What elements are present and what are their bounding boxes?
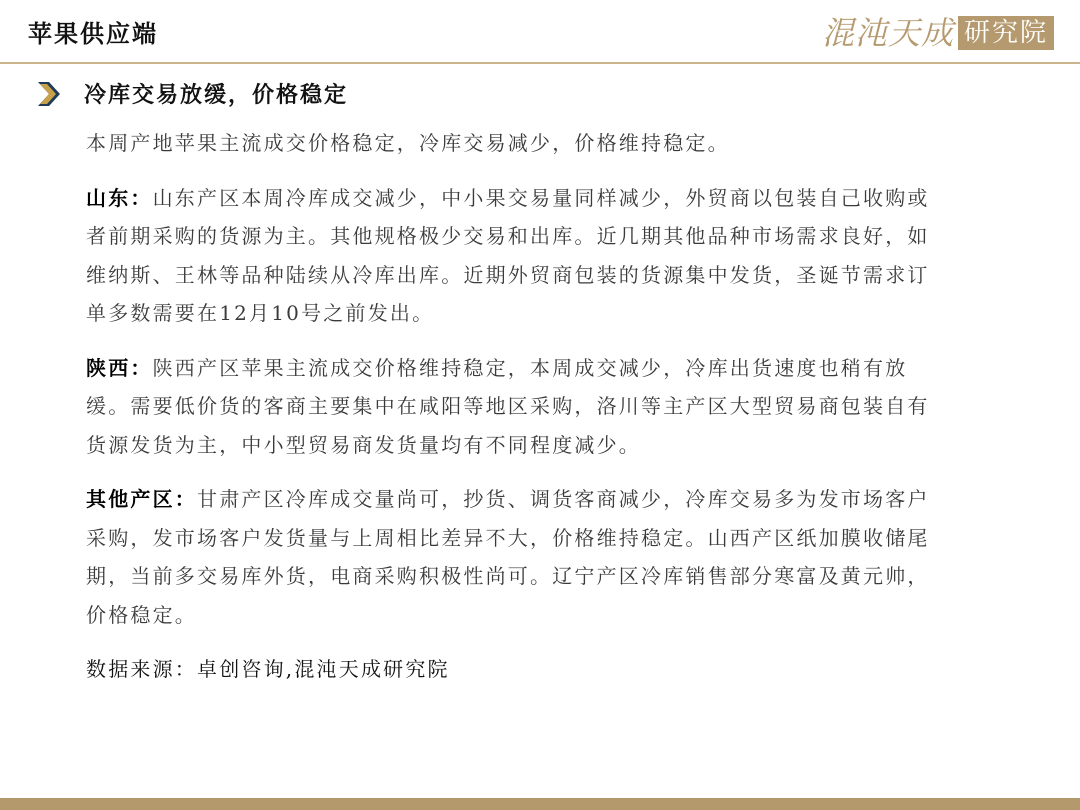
paragraph-text: 甘肃产区冷库成交量尚可，抄货、调货客商减少，冷库交易多为发市场客户采购，发市场客户发货量与上周相比差异不大，价格维持稳定。山西产区纸加膜收储尾期，当前多交易库外货，电商采购积极性尚可。辽宁产区冷库销售部分寒富及黄元帅，价格稳定。 (86, 487, 930, 627)
logo-badge: 研究院 (958, 16, 1054, 50)
region-label: 山东： (86, 185, 153, 210)
region-label: 陕西： (86, 355, 153, 380)
paragraph-text: 山东产区本周冷库成交减少，中小果交易量同样减少，外贸商以包装自己收购或者前期采购的货源为主。其他规格极少交易和出库。近几期其他品种市场需求良好，如维纳斯、王林等品种陆续从冷库出库。近期外贸商包装的货源集中发货，圣诞节需求订单多数需要在12月10号之前发出。 (86, 185, 930, 325)
data-source: 数据来源：卓创咨询,混沌天成研究院 (86, 657, 450, 681)
article-body (86, 124, 946, 705)
paragraph-other-regions (86, 480, 946, 634)
paragraph-shaanxi (86, 349, 946, 465)
paragraph-shandong (86, 179, 946, 333)
header-divider (0, 62, 1080, 64)
section-header (36, 78, 348, 109)
logo-text: 混沌天成 (821, 14, 954, 52)
section-title: 冷库交易放缓，价格稳定 (84, 83, 349, 108)
paragraph-text: 陕西产区苹果主流成交价格维持稳定，本周成交减少，冷库出货速度也稍有放缓。需要低价货的客商主要集中在咸阳等地区采购，洛川等主产区大型贸易商包装自有货源发货为主，中小型贸易商发货量均有不同程度减少。 (86, 355, 930, 457)
intro-paragraph: 本周产地苹果主流成交价格稳定，冷库交易减少，价格维持稳定。 (86, 131, 730, 155)
brand-logo (822, 14, 1054, 52)
region-label: 其他产区： (86, 487, 197, 511)
footer-bar (0, 798, 1080, 810)
page-title: 苹果供应端 (28, 20, 158, 48)
chevron-right-icon (36, 79, 66, 109)
